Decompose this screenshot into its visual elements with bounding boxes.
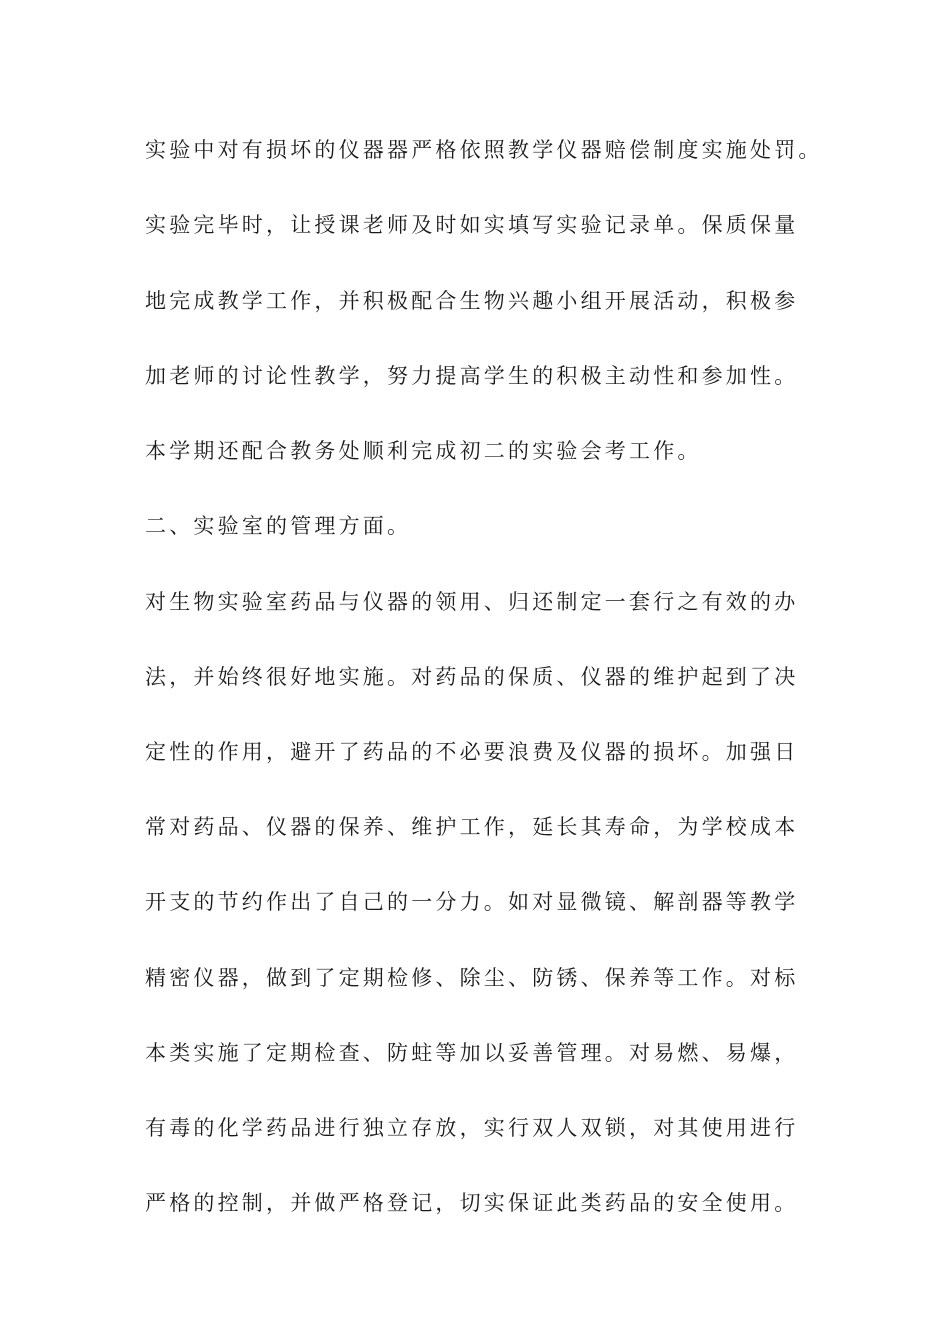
paragraph-line: 法，并始终很好地实施。对药品的保质、仪器的维护起到了决 (145, 665, 799, 689)
paragraph-line: 定性的作用，避开了药品的不必要浪费及仪器的损坏。加强日 (145, 740, 799, 764)
paragraph-line: 常对药品、仪器的保养、维护工作，延长其寿命，为学校成本 (145, 815, 799, 839)
paragraph-line: 地完成教学工作，并积极配合生物兴趣小组开展活动，积极参 (145, 289, 799, 313)
paragraph-line: 开支的节约作出了自己的一分力。如对显微镜、解剖器等教学 (145, 890, 799, 914)
paragraph-line: 严格的控制，并做严格登记，切实保证此类药品的安全使用。 (145, 1191, 799, 1215)
paragraph-line: 有毒的化学药品进行独立存放，实行双人双锁，对其使用进行 (145, 1116, 799, 1140)
paragraph-line: 对生物实验室药品与仪器的领用、归还制定一套行之有效的办 (145, 590, 799, 614)
paragraph-line: 本学期还配合教务处顺利完成初二的实验会考工作。 (145, 439, 702, 463)
paragraph-line: 加老师的讨论性教学，努力提高学生的积极主动性和参加性。 (145, 364, 799, 388)
paragraph-line: 本类实施了定期检查、防蛀等加以妥善管理。对易燃、易爆， (145, 1041, 799, 1065)
section-heading: 二、实验室的管理方面。 (145, 514, 412, 538)
paragraph-line: 实验中对有损坏的仪器器严格依照教学仪器赔偿制度实施处罚。 (145, 138, 823, 162)
paragraph-line: 精密仪器，做到了定期检修、除尘、防锈、保养等工作。对标 (145, 966, 799, 990)
paragraph-line: 实验完毕时，让授课老师及时如实填写实验记录单。保质保量 (145, 213, 799, 237)
